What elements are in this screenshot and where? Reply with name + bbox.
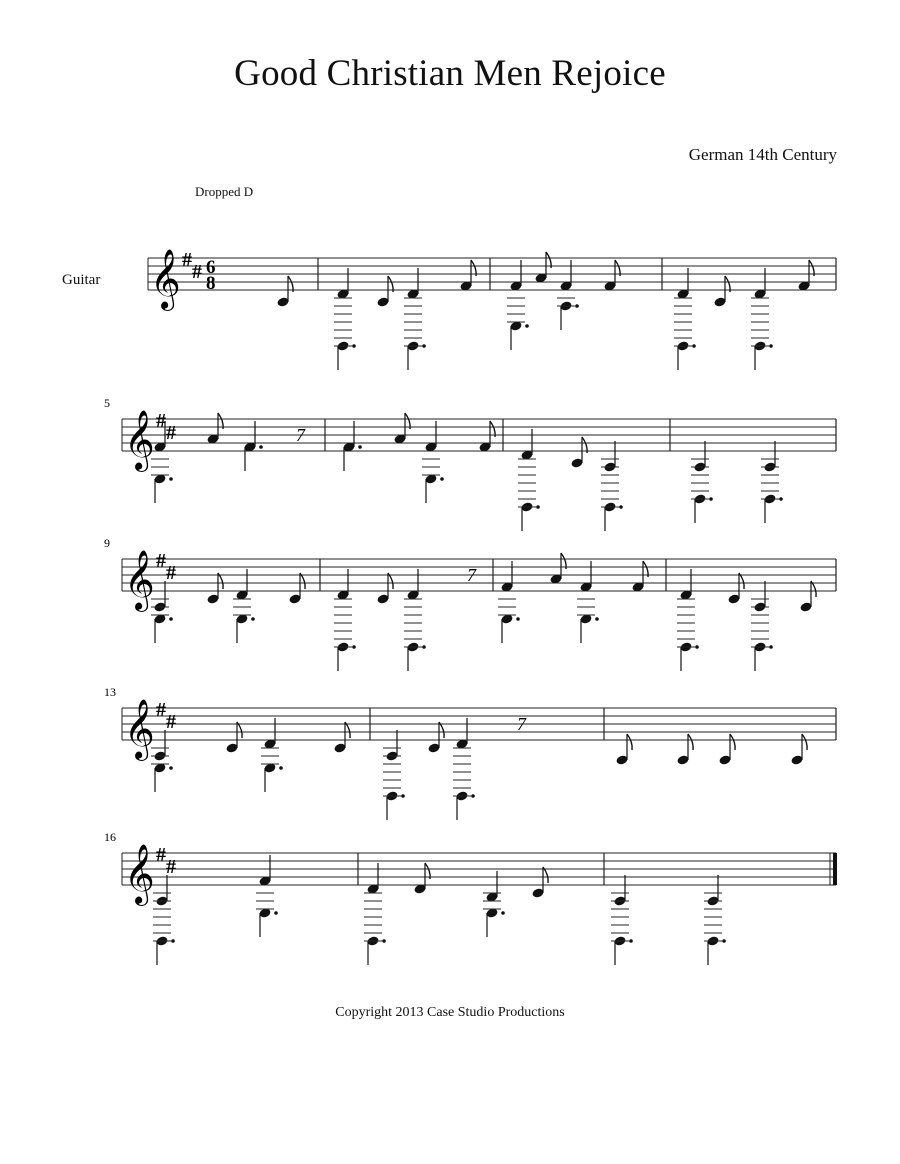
augmentation-dot: [422, 344, 426, 348]
key-signature-sharp: #: [156, 410, 166, 432]
augmentation-dot: [501, 911, 505, 915]
treble-clef: 𝄞: [124, 412, 155, 469]
copyright-notice: Copyright 2013 Case Studio Productions: [335, 1005, 565, 1020]
eighth-rest: 7: [467, 565, 476, 585]
eighth-rest: 7: [296, 425, 305, 445]
measure-number: 9: [104, 536, 110, 550]
augmentation-dot: [422, 645, 426, 649]
measure-number: 13: [104, 685, 116, 699]
augmentation-dot: [692, 344, 696, 348]
augmentation-dot: [440, 477, 444, 481]
treble-clef: 𝄞: [124, 846, 155, 903]
key-signature-sharp: #: [156, 699, 166, 721]
augmentation-dot: [169, 766, 173, 770]
treble-clef: 𝄞: [124, 552, 155, 609]
treble-clef: 𝄞: [150, 251, 181, 308]
instrument-name: Guitar: [62, 272, 101, 288]
augmentation-dot: [629, 939, 633, 943]
note-flag: [627, 734, 632, 750]
augmentation-dot: [575, 304, 579, 308]
augmentation-dot: [595, 617, 599, 621]
augmentation-dot: [169, 477, 173, 481]
augmentation-dot: [516, 617, 520, 621]
key-signature-sharp: #: [156, 844, 166, 866]
key-signature-sharp: #: [156, 550, 166, 572]
final-barline: [833, 853, 837, 885]
augmentation-dot: [279, 766, 283, 770]
augmentation-dot: [274, 911, 278, 915]
augmentation-dot: [722, 939, 726, 943]
composer-credit: German 14th Century: [688, 145, 837, 164]
key-signature-sharp: #: [166, 856, 176, 878]
staff-system: [104, 396, 836, 531]
note-flag: [802, 734, 807, 750]
eighth-rest: 7: [517, 714, 526, 734]
key-signature-sharp: #: [166, 711, 176, 733]
measure-number: 5: [104, 396, 110, 410]
staff-system: [104, 536, 836, 671]
augmentation-dot: [779, 497, 783, 501]
augmentation-dot: [709, 497, 713, 501]
time-signature-numerator: 6: [206, 257, 216, 278]
augmentation-dot: [171, 939, 175, 943]
augmentation-dot: [536, 505, 540, 509]
time-signature-denominator: 8: [206, 273, 216, 294]
key-signature-sharp: #: [192, 261, 202, 283]
piece-title: Good Christian Men Rejoice: [234, 53, 666, 94]
treble-clef: 𝄞: [124, 701, 155, 758]
augmentation-dot: [525, 324, 529, 328]
augmentation-dot: [259, 445, 263, 449]
augmentation-dot: [358, 445, 362, 449]
measure-number: 16: [104, 830, 116, 844]
augmentation-dot: [619, 505, 623, 509]
staff-system: [104, 685, 836, 820]
note-flag: [730, 734, 735, 750]
staff-system: [104, 830, 837, 965]
augmentation-dot: [382, 939, 386, 943]
augmentation-dot: [695, 645, 699, 649]
staff-system: [148, 249, 836, 370]
augmentation-dot: [401, 794, 405, 798]
augmentation-dot: [352, 645, 356, 649]
key-signature-sharp: #: [166, 422, 176, 444]
augmentation-dot: [169, 617, 173, 621]
augmentation-dot: [352, 344, 356, 348]
key-signature-sharp: #: [166, 562, 176, 584]
note-flag: [688, 734, 693, 750]
augmentation-dot: [471, 794, 475, 798]
key-signature-sharp: #: [182, 249, 192, 271]
augmentation-dot: [251, 617, 255, 621]
tuning-instruction: Dropped D: [195, 184, 254, 199]
augmentation-dot: [769, 344, 773, 348]
augmentation-dot: [769, 645, 773, 649]
